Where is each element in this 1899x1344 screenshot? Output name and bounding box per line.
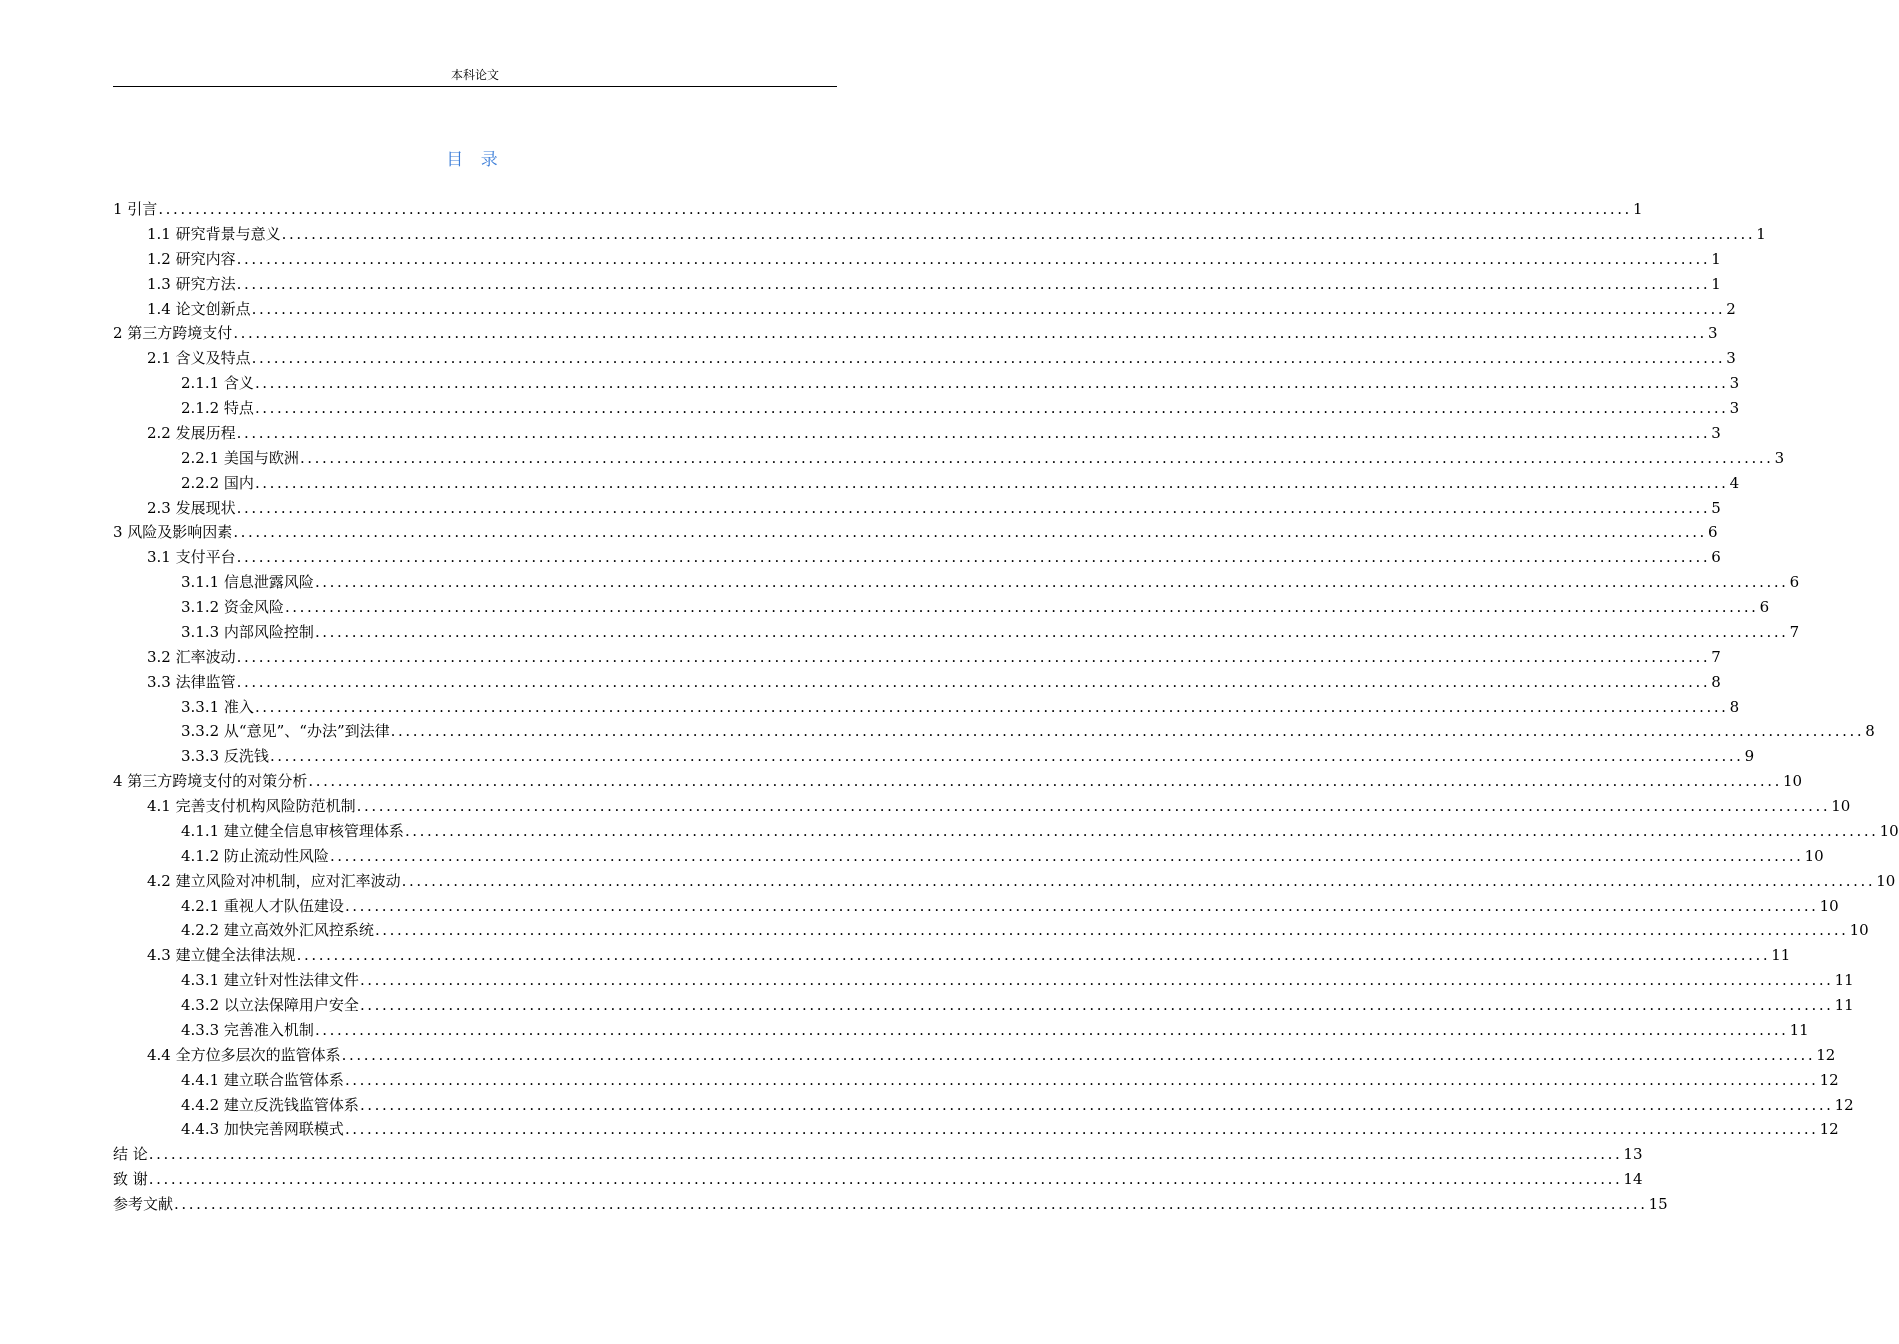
toc-entry-label: 4 第三方跨境支付的对策分析: [113, 772, 308, 791]
toc-entry-label: 3.1 支付平台: [147, 548, 236, 567]
toc-entry-page: 1: [1711, 249, 1721, 268]
toc-entry-label: 4.1.1 建立健全信息审核管理体系: [181, 821, 404, 840]
toc-dot-leader: ........................................................................................................................................................................................................: [281, 224, 1756, 243]
toc-entry-page: 12: [1834, 1095, 1854, 1114]
toc-entry[interactable]: [113, 1018, 1809, 1043]
toc-entry-label: 4.1 完善支付机构风险防范机制: [147, 797, 356, 815]
toc-dot-leader: ........................................................................................................................................................................................................: [359, 1095, 1834, 1114]
toc-dot-leader: ........................................................................................................................................................................................................: [296, 946, 1771, 965]
toc-dot-leader: ........................................................................................................................................................................................................: [254, 374, 1729, 393]
toc-entry[interactable]: [113, 197, 1643, 222]
toc-entry-page: 10: [1849, 921, 1869, 940]
toc-entry[interactable]: [113, 719, 1875, 744]
toc-entry-page: 6: [1707, 523, 1718, 542]
toc-entry[interactable]: [113, 545, 1721, 570]
toc-dot-leader: ........................................................................................................................................................................................................: [254, 473, 1729, 492]
toc-entry-page: 5: [1711, 498, 1721, 517]
toc-entry-page: 13: [1623, 1145, 1643, 1164]
toc-entry-page: 11: [1771, 946, 1791, 965]
toc-dot-leader: ........................................................................................................................................................................................................: [269, 747, 1744, 766]
toc-entry-page: 3: [1711, 423, 1721, 442]
toc-entry-label: 3.2 汇率波动: [147, 647, 236, 666]
toc-dot-leader: ........................................................................................................................................................................................................: [236, 249, 1711, 268]
toc-dot-leader: ........................................................................................................................................................................................................: [329, 846, 1804, 865]
toc-entry-label: 3 风险及影响因素: [113, 523, 233, 542]
toc-entry[interactable]: [113, 695, 1740, 720]
toc-entry-page: 10: [1819, 896, 1839, 915]
toc-dot-leader: ........................................................................................................................................................................................................: [233, 324, 1707, 343]
toc-entry[interactable]: [113, 595, 1770, 620]
toc-dot-leader: ........................................................................................................................................................................................................: [236, 423, 1711, 442]
toc-entry[interactable]: [113, 769, 1803, 794]
toc-entry-label: 1.4 论文创新点: [147, 299, 251, 318]
toc-dot-leader: ........................................................................................................................................................................................................: [356, 797, 1831, 815]
toc-dot-leader: ........................................................................................................................................................................................................: [174, 1195, 1648, 1213]
toc-dot-leader: ........................................................................................................................................................................................................: [344, 1070, 1819, 1089]
toc-entry-label: 2 第三方跨境支付: [113, 324, 233, 343]
toc-entry-page: 11: [1789, 1020, 1809, 1039]
toc-entry-page: 10: [1876, 871, 1896, 890]
toc-dot-leader: ........................................................................................................................................................................................................: [404, 821, 1879, 840]
toc-entry-page: 12: [1819, 1120, 1839, 1139]
toc-entry-page: 10: [1879, 821, 1899, 840]
toc-entry-page: 3: [1729, 399, 1740, 417]
toc-entry[interactable]: [113, 869, 1896, 894]
toc-entry-label: 1.2 研究内容: [147, 249, 236, 268]
page-header: 本科论文: [450, 68, 499, 82]
toc-entry-page: 14: [1623, 1170, 1643, 1189]
toc-entry-page: 3: [1774, 448, 1785, 467]
toc-entry[interactable]: [113, 620, 1800, 645]
toc-entry[interactable]: [113, 894, 1839, 919]
toc-entry-page: 12: [1816, 1045, 1836, 1064]
toc-dot-leader: ........................................................................................................................................................................................................: [344, 896, 1819, 915]
toc-dot-leader: ........................................................................................................................................................................................................: [308, 772, 1782, 791]
toc-entry-label: 2.1.2 特点: [181, 399, 254, 417]
toc-dot-leader: ........................................................................................................................................................................................................: [158, 200, 1632, 218]
toc-entry-label: 4.1.2 防止流动性风险: [181, 846, 329, 865]
toc-entry-page: 10: [1782, 772, 1803, 791]
toc-entry[interactable]: [113, 844, 1824, 869]
toc-entry[interactable]: [113, 1093, 1854, 1118]
toc-entry[interactable]: [113, 297, 1736, 322]
toc-entry-page: 15: [1648, 1195, 1668, 1213]
toc-entry-page: 1: [1756, 224, 1766, 243]
toc-entry[interactable]: [113, 247, 1721, 272]
toc-entry-label: 2.2.1 美国与欧洲: [181, 448, 299, 467]
toc-entry[interactable]: [113, 993, 1854, 1018]
toc-entry-page: 6: [1759, 598, 1770, 616]
toc-entry-label: 参考文献: [113, 1195, 174, 1213]
toc-dot-leader: ........................................................................................................................................................................................................: [390, 722, 1865, 741]
toc-entry-label: 4.3.2 以立法保障用户安全: [181, 996, 359, 1014]
toc-entry-label: 4.4.2 建立反洗钱监管体系: [181, 1095, 359, 1114]
toc-entry-page: 8: [1865, 722, 1875, 741]
toc-title: 目 录: [446, 150, 504, 170]
toc-entry[interactable]: [113, 570, 1800, 595]
toc-entry-page: 6: [1789, 573, 1800, 592]
toc-dot-leader: ........................................................................................................................................................................................................: [314, 1020, 1789, 1039]
toc-dot-leader: ........................................................................................................................................................................................................: [236, 647, 1711, 666]
toc-entry[interactable]: [113, 819, 1899, 844]
toc-entry-label: 1.1 研究背景与意义: [147, 224, 281, 243]
toc-entry-label: 4.4 全方位多层次的监管体系: [147, 1045, 341, 1064]
toc-entry-page: 8: [1729, 697, 1740, 716]
toc-entry-label: 4.4.1 建立联合监管体系: [181, 1070, 344, 1089]
toc-dot-leader: ........................................................................................................................................................................................................: [148, 1145, 1623, 1164]
toc-dot-leader: ........................................................................................................................................................................................................: [344, 1120, 1819, 1139]
toc-entry-page: 4: [1729, 473, 1740, 492]
toc-entry-label: 2.2.2 国内: [181, 473, 254, 492]
toc-entry-label: 1.3 研究方法: [147, 274, 236, 293]
toc-entry-label: 4.3 建立健全法律法规: [147, 946, 296, 965]
toc-entry-page: 11: [1834, 971, 1854, 990]
toc-dot-leader: ........................................................................................................................................................................................................: [359, 996, 1834, 1014]
toc-entry[interactable]: [113, 1192, 1668, 1217]
toc-entry[interactable]: [113, 670, 1721, 695]
toc-entry[interactable]: [113, 943, 1791, 968]
toc-dot-leader: ........................................................................................................................................................................................................: [401, 871, 1876, 890]
toc-entry-page: 6: [1711, 548, 1721, 567]
toc-entry[interactable]: [113, 1167, 1643, 1192]
toc-entry-page: 11: [1834, 996, 1854, 1014]
toc-dot-leader: ........................................................................................................................................................................................................: [284, 598, 1759, 616]
toc-entry-page: 2: [1726, 299, 1736, 318]
toc-entry-page: 7: [1789, 622, 1800, 641]
toc-entry-page: 3: [1726, 349, 1736, 368]
toc-entry-label: 3.3 法律监管: [147, 672, 236, 691]
toc-entry-label: 结 论: [113, 1145, 148, 1164]
toc-entry-label: 2.1 含义及特点: [147, 349, 251, 368]
toc-entry-page: 3: [1729, 374, 1740, 393]
toc-entry-label: 致 谢: [113, 1170, 148, 1189]
toc-entry-label: 3.1.3 内部风险控制: [181, 622, 314, 641]
toc-dot-leader: ........................................................................................................................................................................................................: [314, 622, 1789, 641]
toc-entry[interactable]: [113, 421, 1721, 446]
toc-entry-label: 4.2.1 重视人才队伍建设: [181, 896, 344, 915]
toc-entry-label: 2.1.1 含义: [181, 374, 254, 393]
header-divider: [113, 86, 837, 87]
toc-entry-page: 3: [1707, 324, 1718, 343]
toc-entry-page: 12: [1819, 1070, 1839, 1089]
toc-dot-leader: ........................................................................................................................................................................................................: [236, 548, 1711, 567]
toc-entry[interactable]: [113, 968, 1854, 993]
toc-entry[interactable]: [113, 346, 1736, 371]
toc-entry[interactable]: [113, 371, 1740, 396]
toc-entry-label: 3.3.2 从“意见”、“办法”到法律: [181, 722, 390, 741]
toc-entry[interactable]: [113, 471, 1740, 496]
toc-entry-page: 1: [1632, 200, 1643, 218]
toc-dot-leader: ........................................................................................................................................................................................................: [251, 349, 1726, 368]
toc-entry[interactable]: [113, 744, 1755, 769]
toc-entry[interactable]: [113, 645, 1721, 670]
toc-entry[interactable]: [113, 520, 1718, 545]
toc-entry-label: 3.1.1 信息泄露风险: [181, 573, 314, 592]
toc-dot-leader: ........................................................................................................................................................................................................: [254, 399, 1729, 417]
toc-entry[interactable]: [113, 1142, 1643, 1167]
toc-entry-label: 4.2 建立风险对冲机制，应对汇率波动: [147, 871, 401, 890]
toc-entry-label: 4.3.1 建立针对性法律文件: [181, 971, 359, 990]
toc-entry[interactable]: [113, 222, 1766, 247]
toc-entry[interactable]: [113, 272, 1721, 297]
toc-entry-page: 7: [1711, 647, 1721, 666]
toc-dot-leader: ........................................................................................................................................................................................................: [314, 573, 1789, 592]
toc-entry-label: 4.4.3 加快完善网联模式: [181, 1120, 344, 1139]
toc-entry-label: 3.1.2 资金风险: [181, 598, 284, 616]
toc-entry-page: 10: [1804, 846, 1824, 865]
toc-entry-label: 4.3.3 完善准入机制: [181, 1020, 314, 1039]
toc-dot-leader: ........................................................................................................................................................................................................: [299, 448, 1774, 467]
toc-entry-label: 2.3 发展现状: [147, 498, 236, 517]
toc-entry[interactable]: [113, 496, 1721, 521]
toc-entry-label: 1 引言: [113, 200, 158, 218]
toc-dot-leader: ........................................................................................................................................................................................................: [236, 672, 1711, 691]
toc-entry-label: 2.2 发展历程: [147, 423, 236, 442]
toc-entry[interactable]: [113, 1068, 1839, 1093]
toc-dot-leader: ........................................................................................................................................................................................................: [236, 274, 1711, 293]
toc-entry-label: 3.3.3 反洗钱: [181, 747, 269, 766]
toc-entry-page: 1: [1711, 274, 1721, 293]
toc-entry[interactable]: [113, 321, 1718, 346]
toc-entry-label: 3.3.1 准入: [181, 697, 254, 716]
toc-dot-leader: ........................................................................................................................................................................................................: [341, 1045, 1816, 1064]
toc-entry[interactable]: [113, 794, 1851, 819]
toc-entry[interactable]: [113, 446, 1785, 471]
toc-entry-page: 9: [1744, 747, 1755, 766]
toc-dot-leader: ........................................................................................................................................................................................................: [359, 971, 1834, 990]
table-of-contents: [113, 197, 1899, 1217]
toc-dot-leader: ........................................................................................................................................................................................................: [374, 921, 1849, 940]
toc-entry[interactable]: [113, 396, 1740, 421]
toc-dot-leader: ........................................................................................................................................................................................................: [233, 523, 1707, 542]
toc-dot-leader: ........................................................................................................................................................................................................: [254, 697, 1729, 716]
toc-entry-page: 10: [1831, 797, 1851, 815]
toc-entry[interactable]: [113, 1117, 1839, 1142]
toc-entry-label: 4.2.2 建立高效外汇风控系统: [181, 921, 374, 940]
toc-dot-leader: ........................................................................................................................................................................................................: [251, 299, 1726, 318]
toc-entry-page: 8: [1711, 672, 1721, 691]
toc-entry[interactable]: [113, 918, 1869, 943]
toc-dot-leader: ........................................................................................................................................................................................................: [236, 498, 1711, 517]
toc-dot-leader: ........................................................................................................................................................................................................: [148, 1170, 1623, 1189]
toc-entry[interactable]: [113, 1043, 1836, 1068]
